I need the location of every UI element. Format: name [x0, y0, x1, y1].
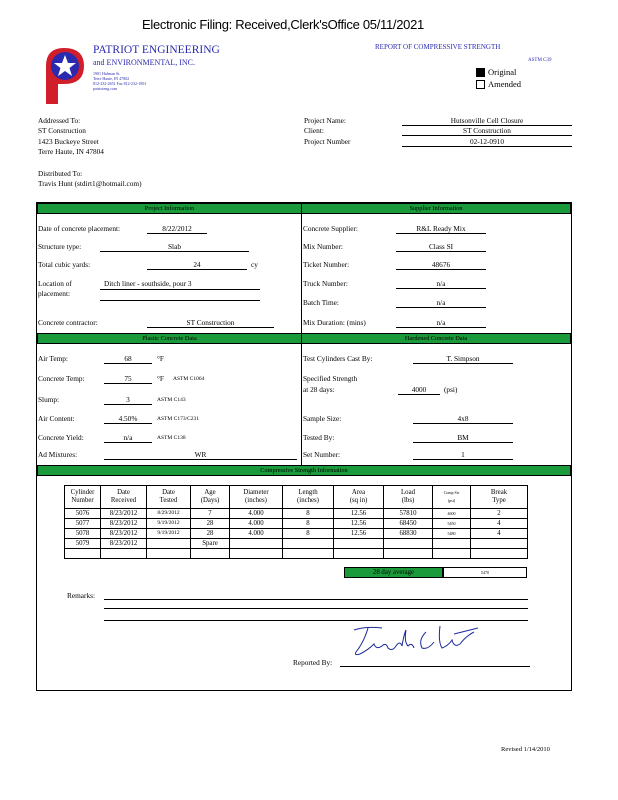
contractor-label: Concrete contractor: [38, 318, 98, 327]
table-cell: 5076 [65, 509, 101, 519]
concrete-yield-value: n/a [104, 433, 152, 443]
compressive-strength-header: Compressive Strength Information [37, 465, 571, 476]
column-header: Break Type [471, 486, 528, 509]
remarks-line [104, 620, 528, 621]
original-checkbox[interactable] [476, 68, 485, 77]
truck-number-value: n/a [396, 279, 486, 289]
location-label-2: placement: [38, 289, 71, 298]
project-information-header: Project Information [37, 203, 302, 214]
specified-strength-label-2: at 28 days: [303, 385, 335, 394]
table-cell: 5077 [65, 519, 101, 529]
table-cell [230, 549, 283, 559]
column-header: Cylinder Number [65, 486, 101, 509]
air-content-value: 4.50% [104, 414, 152, 424]
table-cell: 4 [471, 529, 528, 539]
form-frame [36, 202, 572, 691]
revised-date: Revised 1/14/2010 [501, 746, 550, 753]
specified-strength-unit: (psi) [444, 385, 458, 394]
sample-size-value: 4x8 [413, 414, 513, 424]
mix-number-label: Mix Number: [303, 242, 343, 251]
placement-date-label: Date of concrete placement: [38, 224, 121, 233]
report-title: REPORT OF COMPRESSIVE STRENGTH [375, 43, 501, 51]
location-line [100, 300, 260, 301]
table-cell [433, 549, 471, 559]
table-cell [283, 539, 334, 549]
report-astm: ASTM C39 [528, 58, 552, 63]
table-cell: 5480 [433, 529, 471, 539]
concrete-temp-label: Concrete Temp: [38, 374, 85, 383]
concrete-yield-astm: ASTM C138 [157, 435, 186, 441]
table-cell: 68830 [384, 529, 433, 539]
ticket-number-value: 48676 [396, 260, 486, 270]
table-cell: 4 [471, 519, 528, 529]
admixtures-label: Ad Mixtures: [38, 450, 78, 459]
signature-line [340, 666, 530, 667]
table-cell: 5079 [65, 539, 101, 549]
table-cell: 57810 [384, 509, 433, 519]
table-cell [384, 539, 433, 549]
structure-type-value: Slab [100, 242, 249, 252]
table-cell: 4.000 [230, 529, 283, 539]
table-cell: 8/23/2012 [101, 519, 147, 529]
mix-duration-value: n/a [396, 318, 486, 328]
set-number-value: 1 [413, 450, 513, 460]
table-cell: 8 [283, 509, 334, 519]
table-cell [471, 539, 528, 549]
remarks-line [104, 608, 528, 609]
table-cell: 12.56 [334, 529, 384, 539]
client-label: Client: [304, 126, 324, 135]
location-value: Ditch liner - southside, pour 3 [104, 279, 192, 288]
sample-size-label: Sample Size: [303, 414, 342, 423]
table-cell: 4.000 [230, 509, 283, 519]
project-number-label: Project Number [304, 137, 351, 146]
column-header: Date Received [101, 486, 147, 509]
table-row [65, 549, 528, 559]
table-cell [471, 549, 528, 559]
table-cell: 7 [191, 509, 230, 519]
table-cell [433, 539, 471, 549]
plastic-concrete-header: Plastic Concrete Data [37, 333, 302, 344]
table-cell: 8/23/2012 [101, 539, 147, 549]
addressed-label: Addressed To: [38, 116, 81, 125]
batch-time-value: n/a [396, 298, 486, 308]
table-cell: 9/19/2012 [147, 529, 191, 539]
table-cell [101, 549, 147, 559]
remarks-label: Remarks: [67, 591, 95, 600]
supplier-information-header: Supplier Information [301, 203, 571, 214]
cubic-yards-value: 24 [147, 260, 247, 270]
contractor-value: ST Construction [147, 318, 274, 328]
hardened-concrete-header: Hardened Concrete Data [301, 333, 571, 344]
mix-number-value: Class SI [396, 242, 486, 252]
slump-astm: ASTM C143 [157, 397, 186, 403]
remarks-line [104, 599, 528, 600]
table-cell: 8 [283, 529, 334, 539]
tested-by-value: BM [413, 433, 513, 443]
company-web-line: patrioteng.com [93, 86, 118, 91]
table-cell: 8/23/2012 [101, 509, 147, 519]
table-cell [147, 539, 191, 549]
mix-duration-label: Mix Duration: (mins) [303, 318, 366, 327]
concrete-temp-unit: °F [157, 374, 164, 383]
cast-by-value: T. Simpson [413, 354, 513, 364]
table-header-row [65, 486, 528, 509]
structure-type-label: Structure type: [38, 242, 82, 251]
table-row [65, 509, 528, 519]
specified-strength-label-1: Specified Strength [303, 374, 358, 383]
table-cell: 4.000 [230, 519, 283, 529]
slump-value: 3 [104, 395, 152, 405]
concrete-temp-astm: ASTM C1064 [173, 376, 205, 382]
placement-date-value: 8/22/2012 [147, 224, 207, 234]
table-cell [334, 549, 384, 559]
average-value: 5470 [443, 567, 527, 578]
table-cell: 9/19/2012 [147, 519, 191, 529]
cubic-yards-label: Total cubic yards: [38, 260, 91, 269]
project-name-label: Project Name: [304, 116, 346, 125]
addressed-line: ST Construction [38, 126, 86, 135]
supplier-value: R&L Ready Mix [396, 224, 486, 234]
table-cell: 5450 [433, 519, 471, 529]
table-cell: 28 [191, 519, 230, 529]
table-cell: 12.56 [334, 509, 384, 519]
table-cell [147, 549, 191, 559]
air-content-label: Air Content: [38, 414, 75, 423]
slump-label: Slump: [38, 395, 60, 404]
amended-checkbox[interactable] [476, 80, 485, 89]
table-cell [283, 549, 334, 559]
distributed-label: Distributed To: [38, 169, 83, 178]
filing-stamp: Electronic Filing: Received,Clerk'sOffice 05/11/2021 [142, 17, 424, 32]
average-label: 28 day average [344, 567, 443, 578]
company-address-line: 1901 Hulman St. [93, 71, 121, 76]
table-row [65, 519, 528, 529]
table-cell: 8/29/2012 [147, 509, 191, 519]
column-header: Load (lbs) [384, 486, 433, 509]
addressed-line: Terre Haute, IN 47804 [38, 147, 104, 156]
table-cell: 28 [191, 529, 230, 539]
patriot-logo [40, 44, 90, 106]
supplier-label: Concrete Supplier: [303, 224, 358, 233]
cubic-yards-unit: cy [251, 260, 258, 269]
compressive-strength-table [64, 485, 528, 559]
signature-image [346, 622, 482, 660]
admixtures-value: WR [104, 450, 297, 460]
truck-number-label: Truck Number: [303, 279, 348, 288]
air-temp-value: 68 [104, 354, 152, 364]
company-name: PATRIOT ENGINEERING [93, 44, 220, 56]
table-row [65, 529, 528, 539]
column-header: Age (Days) [191, 486, 230, 509]
client-value: ST Construction [402, 126, 572, 136]
location-label-1: Location of [38, 279, 72, 288]
tested-by-label: Tested By: [303, 433, 335, 442]
column-header: Date Tested [147, 486, 191, 509]
company-phone-line: 812-232-2651 Fax 812-232-1891 [93, 81, 147, 86]
cast-by-label: Test Cylinders Cast By: [303, 354, 373, 363]
table-cell: Spare [191, 539, 230, 549]
distributed-value: Travis Hunt (stdirt1@hotmail.com) [38, 179, 142, 188]
addressed-line: 1423 Buckeye Street [38, 137, 99, 146]
column-header: Length (inches) [283, 486, 334, 509]
batch-time-label: Batch Time: [303, 298, 339, 307]
table-cell [191, 549, 230, 559]
ticket-number-label: Ticket Number: [303, 260, 350, 269]
location-line [100, 289, 260, 290]
table-cell: 4600 [433, 509, 471, 519]
air-temp-label: Air Temp: [38, 354, 68, 363]
table-cell: 5078 [65, 529, 101, 539]
set-number-label: Set Number: [303, 450, 341, 459]
table-cell [65, 549, 101, 559]
company-subname: and ENVIRONMENTAL, INC. [93, 58, 196, 67]
air-temp-unit: °F [157, 354, 164, 363]
column-header: Comp Str (psi) [433, 486, 471, 509]
air-content-astm: ASTM C173/C231 [157, 416, 200, 422]
company-address-line: Terre Haute, IN 47802 [93, 76, 130, 81]
column-header: Area (sq in) [334, 486, 384, 509]
column-header: Diameter (inches) [230, 486, 283, 509]
specified-strength-value: 4000 [398, 385, 440, 395]
project-name-value: Hutsonville Cell Closure [402, 116, 572, 126]
concrete-temp-value: 75 [104, 374, 152, 384]
table-cell: 2 [471, 509, 528, 519]
table-cell: 68450 [384, 519, 433, 529]
project-number-value: 02-12-0910 [402, 137, 572, 147]
table-row [65, 539, 528, 549]
reported-by-label: Reported By: [293, 658, 333, 667]
table-cell: 12.56 [334, 519, 384, 529]
table-cell: 8 [283, 519, 334, 529]
table-cell [384, 549, 433, 559]
original-label: Original [488, 67, 517, 77]
table-cell [230, 539, 283, 549]
table-cell: 8/23/2012 [101, 529, 147, 539]
table-cell [334, 539, 384, 549]
amended-label: Amended [488, 79, 522, 89]
concrete-yield-label: Concrete Yield: [38, 433, 84, 442]
